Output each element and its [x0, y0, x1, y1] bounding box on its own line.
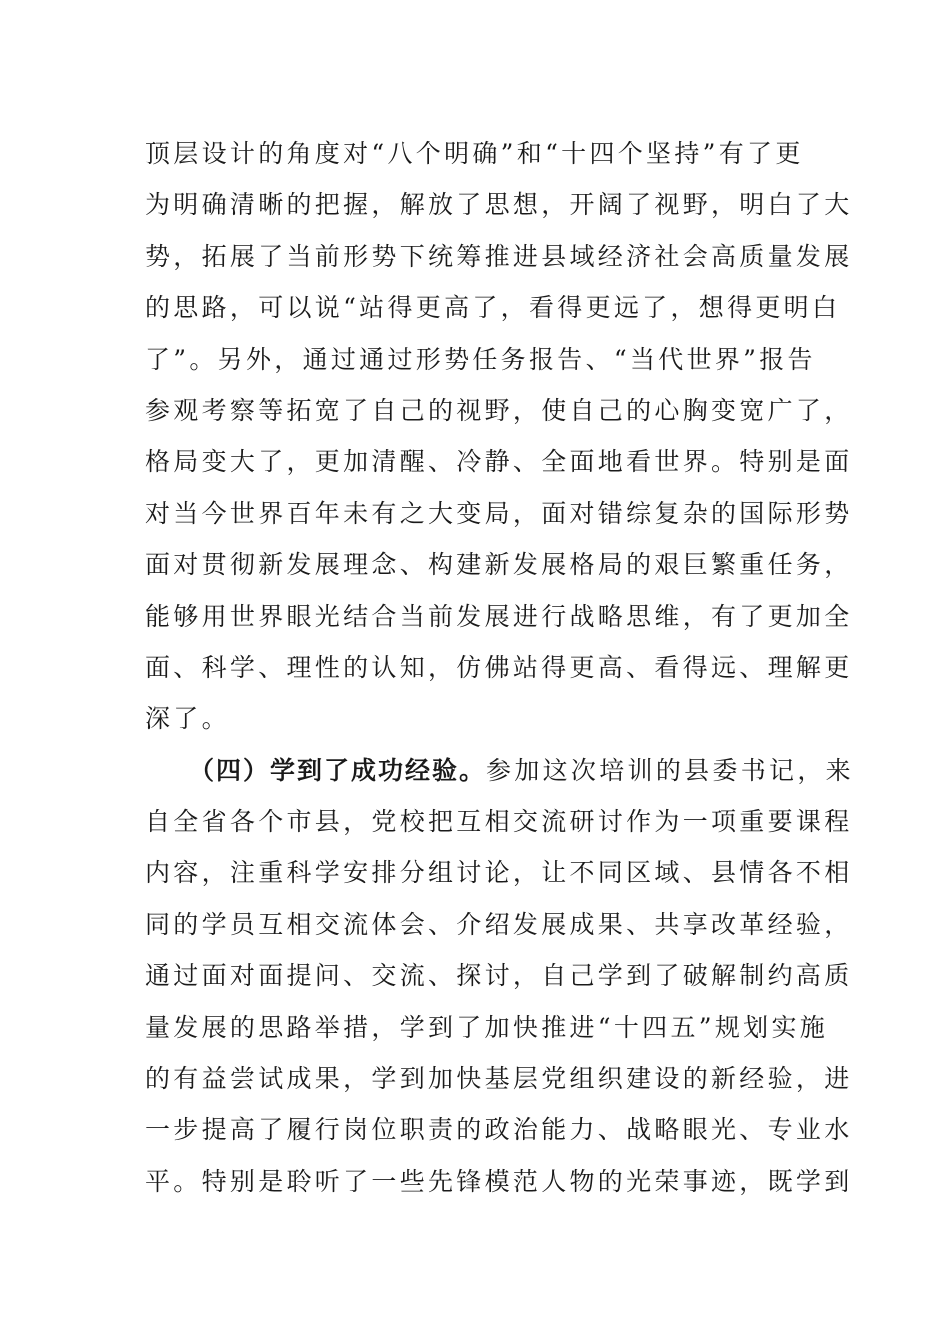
text-line: 对当今世界百年未有之大变局，面对错综复杂的国际形势 [145, 498, 853, 528]
text-line: 顶层设计的角度对“八个明确”和“十四个坚持”有了更 [145, 139, 804, 168]
text-line: 的有益尝试成果，学到加快基层党组织建设的新经验，进 [145, 1064, 853, 1094]
text-line: 深了。 [145, 704, 230, 734]
section-first-line [145, 745, 854, 796]
text-line: 平。特别是聆听了一些先锋模范人物的光荣事迹，既学到 [145, 1166, 853, 1196]
body-text [145, 128, 854, 1207]
text-line: 势，拓展了当前形势下统筹推进县域经济社会高质量发展 [145, 241, 853, 271]
text-line: 为明确清晰的把握，解放了思想，开阔了视野，明白了大 [145, 190, 853, 220]
text-line: 了”。另外，通过通过形势任务报告、“当代世界”报告 [145, 344, 816, 374]
text-line: 参观考察等拓宽了自己的视野，使自己的心胸变宽广了， [145, 395, 853, 425]
text-line: 一步提高了履行岗位职责的政治能力、战略眼光、专业水 [145, 1115, 853, 1145]
text-line: 面对贯彻新发展理念、构建新发展格局的艰巨繁重任务， [145, 550, 853, 580]
text-line: 内容，注重科学安排分组讨论，让不同区域、县情各不相 [145, 858, 853, 888]
text-line: 通过面对面提问、交流、探讨，自己学到了破解制约高质 [145, 961, 853, 991]
section-first-line-text: 参加这次培训的县委书记，来 [486, 755, 854, 785]
text-line: 的思路，可以说“站得更高了，看得更远了，想得更明白 [145, 293, 841, 323]
text-line: 面、科学、理性的认知，仿佛站得更高、看得远、理解更 [145, 652, 853, 682]
text-line: 格局变大了，更加清醒、冷静、全面地看世界。特别是面 [145, 447, 853, 477]
section-heading: （四）学到了成功经验。 [189, 755, 487, 785]
text-line: 量发展的思路举措，学到了加快推进“十四五”规划实施 [145, 1012, 829, 1042]
text-line: 能够用世界眼光结合当前发展进行战略思维，有了更加全 [145, 601, 853, 631]
text-line: 自全省各个市县，党校把互相交流研讨作为一项重要课程 [145, 807, 853, 837]
text-line: 同的学员互相交流体会、介绍发展成果、共享改革经验， [145, 909, 853, 939]
